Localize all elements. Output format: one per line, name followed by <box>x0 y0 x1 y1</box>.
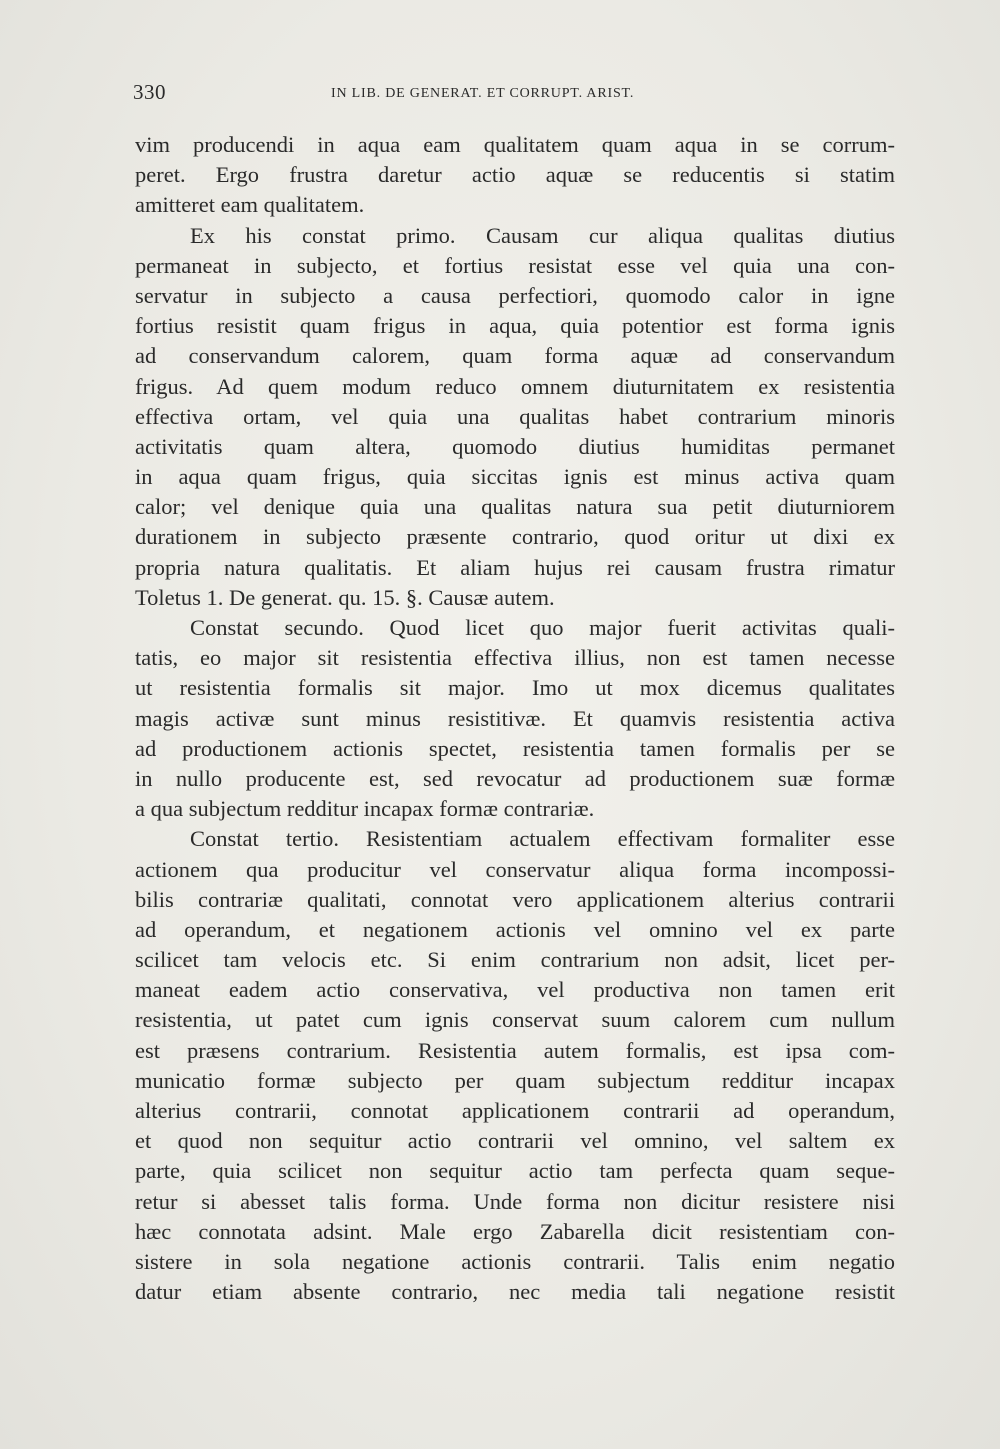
text-line: amitteret eam qualitatem. <box>135 192 365 218</box>
text-line: in nullo producente est, sed revocatur ad productionem suæ formæ <box>135 765 895 791</box>
text-line: ut resistentia formalis sit major. Imo ut mox dicemus qualitates <box>135 675 895 701</box>
text-line: ad conservandum calorem, quam forma aquæ ad conservandum <box>135 343 895 369</box>
text-line: frigus. Ad quem modum reduco omnem diuturnitatem ex resistentia <box>135 373 895 399</box>
text-line: vim producendi in aqua eam qualitatem quam aqua in se corrum- <box>135 132 895 157</box>
page-number: 330 <box>133 80 166 104</box>
text-line: actionem qua producitur vel conservatur aliqua forma incompossi- <box>135 856 895 882</box>
text-line: durationem in subjecto præsente contrario, quod oritur ut dixi ex <box>135 524 895 550</box>
paragraph-start-line: Ex his constat primo. Causam cur aliqua qualitas diutius <box>190 222 895 248</box>
text-line: Toletus 1. De generat. qu. 15. §. Causæ autem. <box>135 584 555 610</box>
text-line: ad operandum, et negationem actionis vel omnino vel ex parte <box>135 916 895 942</box>
text-line: ad productionem actionis spectet, resistentia tamen formalis per se <box>135 735 895 761</box>
text-line: et quod non sequitur actio contrarii vel omnino, vel saltem ex <box>135 1128 895 1154</box>
text-line: in aqua quam frigus, quia siccitas ignis est minus activa quam <box>135 464 895 490</box>
text-line: hæc connotata adsint. Male ergo Zabarella dicit resistentiam con- <box>135 1218 895 1244</box>
text-line: fortius resistit quam frigus in aqua, quia potentior est forma ignis <box>135 313 895 339</box>
text-line: resistentia, ut patet cum ignis conservat suum calorem cum nullum <box>135 1007 895 1033</box>
text-line: retur si abesset talis forma. Unde forma non dicitur resistere nisi <box>135 1188 895 1214</box>
text-line: datur etiam absente contrario, nec media tali negatione resistit <box>135 1279 895 1305</box>
text-line: sistere in sola negatione actionis contrarii. Talis enim negatio <box>135 1248 895 1274</box>
text-line: propria natura qualitatis. Et aliam hujus rei causam frustra rimatur <box>135 554 895 580</box>
page-header <box>133 80 893 110</box>
paragraph-start-line: Constat secundo. Quod licet quo major fuerit activitas quali- <box>190 615 895 640</box>
text-line: permaneat in subjecto, et fortius resistat esse vel quia una con- <box>135 252 895 278</box>
text-line: municatio formæ subjecto per quam subjectum redditur incapax <box>135 1067 895 1093</box>
text-line: a qua subjectum redditur incapax formæ contrariæ. <box>135 796 595 822</box>
text-line: scilicet tam velocis etc. Si enim contrarium non adsit, licet per- <box>135 947 895 973</box>
body-text <box>135 130 895 1307</box>
text-line: tatis, eo major sit resistentia effectiva illius, non est tamen necesse <box>135 645 895 671</box>
text-line: parte, quia scilicet non sequitur actio tam perfecta quam seque- <box>135 1158 895 1184</box>
text-line: alterius contrarii, connotat applicationem contrarii ad operandum, <box>135 1098 895 1123</box>
text-line: magis activæ sunt minus resistitivæ. Et quamvis resistentia activa <box>135 705 895 731</box>
text-line: maneat eadem actio conservativa, vel productiva non tamen erit <box>135 977 895 1003</box>
text-line: calor; vel denique quia una qualitas natura sua petit diuturniorem <box>135 494 895 520</box>
text-line: servatur in subjecto a causa perfectiori, quomodo calor in igne <box>135 282 895 308</box>
paragraph-start-line: Constat tertio. Resistentiam actualem effectivam formaliter esse <box>190 826 895 852</box>
text-line: activitatis quam altera, quomodo diutius humiditas permanet <box>135 433 895 459</box>
text-line: effectiva ortam, vel quia una qualitas habet contrarium minoris <box>135 403 895 429</box>
text-line: est præsens contrarium. Resistentia autem formalis, est ipsa com- <box>135 1037 895 1063</box>
running-head: IN LIB. DE GENERAT. ET CORRUPT. ARIST. <box>331 86 635 101</box>
text-line: peret. Ergo frustra daretur actio aquæ se reducentis si statim <box>135 162 895 188</box>
text-line: bilis contrariæ qualitati, connotat vero applicationem alterius contrarii <box>135 886 895 912</box>
